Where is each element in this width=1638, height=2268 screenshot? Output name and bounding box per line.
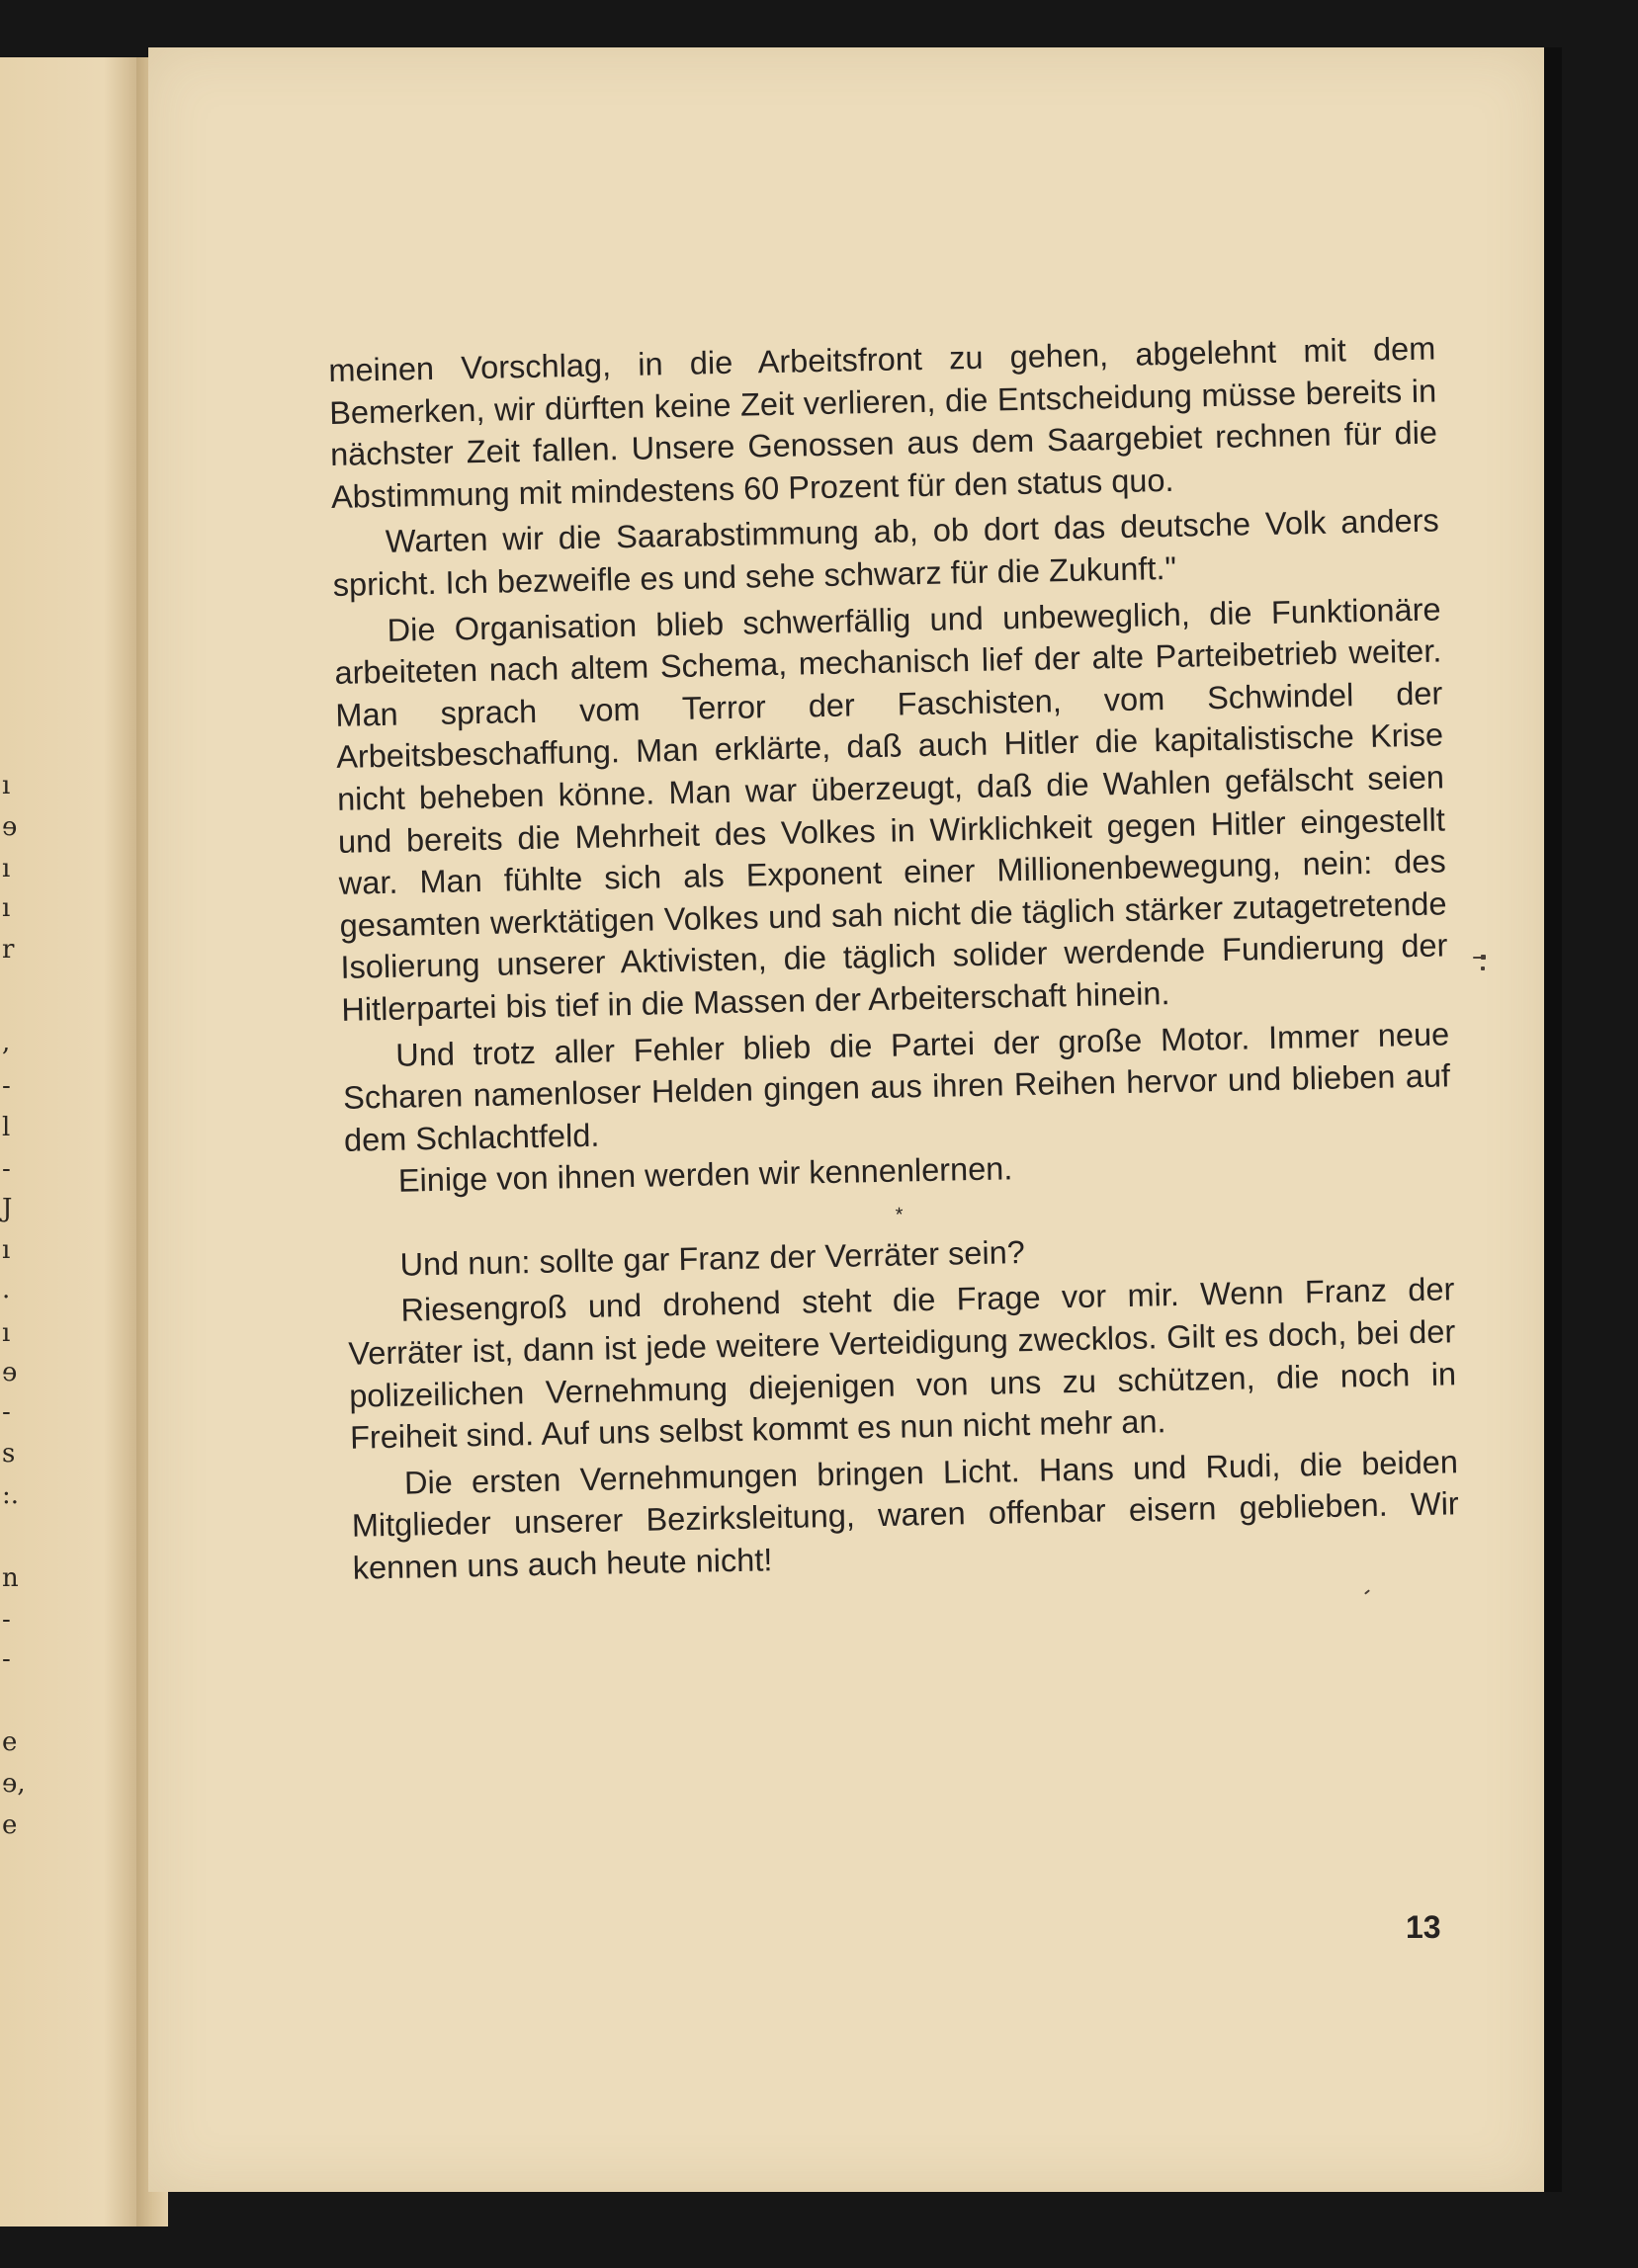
paper-speck [1473,957,1483,959]
left-page-edge [0,57,148,2226]
left-fragment: ɘ [2,812,18,842]
left-fragment: - [2,1154,11,1184]
scan-border [1544,47,1562,2192]
left-fragment: ɘ, [2,1769,26,1799]
paragraph: Die Organisation blieb schwerfällig und unbeweglich, die Funktionäre arbeiteten nach altem Schema, mechanisch lief der alte Parteibetrieb weiter. Man sprach vom Terror der Faschisten, vom Schwindel der Arbeitsbeschaffung. Man erklärte, daß auch Hitler die kapitalistische Krise nicht beheben könne. Man war überzeugt, daß die Wahlen gefälscht seien und bereits die Mehrheit des Volkes in Wirklichkeit gegen Hitler eingestellt war. Man fühlte sich als Exponent einer Millionenbewegung, nein: des gesamten werktätigen Volkes und sah nicht die täglich stärker zutagetretende Isolierung unserer Aktivisten, die täglich solider werdende Fundierung der Hitlerpartei bis tief in die Massen der Arbeiterschaft hinein. [334,591,1448,1028]
section-separator: * [895,1204,904,1226]
left-fragment: l [2,1113,11,1142]
left-fragment: J [2,1194,13,1223]
left-fragment: ı [2,854,11,883]
left-fragment: - [2,1071,11,1101]
left-fragment: ɘ [2,1358,18,1387]
left-fragment: - [2,1397,11,1427]
right-page [148,47,1544,2192]
paragraph: Warten wir die Saarabstimmung ab, ob dort das deutsche Volk anders spricht. Ich bezweifle es und sehe schwarz für die Zukunft." [332,502,1440,603]
left-page-text-fragments [0,57,26,2226]
left-fragment: :. [2,1480,20,1510]
left-fragment: s [2,1439,16,1469]
left-fragment: - [2,1644,11,1674]
left-fragment: n [2,1563,19,1593]
left-fragment: r [2,935,15,965]
left-fragment: e [2,1810,18,1840]
body-text [328,328,1460,1590]
paragraph: Und trotz aller Fehler blieb die Partei der große Motor. Immer neue Scharen namenloser Helden gingen aus ihren Reihen hervor und blieben auf dem Schlachtfeld. [342,1015,1451,1158]
paragraph: Einige von ihnen werden wir kennenlernen. [397,1150,1013,1200]
left-fragment: , [2,1028,11,1057]
left-fragment: ı [2,1235,11,1265]
paragraph: Und nun: sollte gar Franz der Verräter sein? [399,1233,1026,1283]
page-number: 13 [1406,1909,1441,1945]
paragraph: meinen Vorschlag, in die Arbeitsfront zu gehen, abgelehnt mit dem Bemerken, wir dürften keine Zeit verlieren, die Entscheidung müsse bereits in nächster Zeit fallen. Unsere Genossen aus dem Saargebiet rechnen für die Abstimmung mit mindestens 60 Prozent für den status quo. [328,330,1438,515]
left-fragment: e [2,1727,18,1757]
paragraph: Riesengroß und drohend steht die Frage vor mir. Wenn Franz der Verräter ist, dann ist jede weitere Verteidigung zwecklos. Gilt es doch, bei der polizeilichen Vernehmung diejenigen von uns zu schützen, die noch in Freiheit sind. Auf uns selbst kommt es nun nicht mehr an. [348,1271,1457,1457]
paragraph: Die ersten Vernehmungen bringen Licht. Hans und Rudi, die beiden Mitglieder unserer Bezirksleitung, waren offenbar eisern geblieben. Wir kennen uns auch heute nicht! [351,1444,1460,1586]
paper-speck [1481,966,1485,970]
left-fragment: ı [2,771,11,800]
paper-speck [1364,1589,1370,1594]
left-fragment: ı [2,1318,11,1348]
left-fragment: ı [2,893,11,923]
left-fragment: - [2,1605,11,1635]
left-fragment: . [2,1275,11,1304]
